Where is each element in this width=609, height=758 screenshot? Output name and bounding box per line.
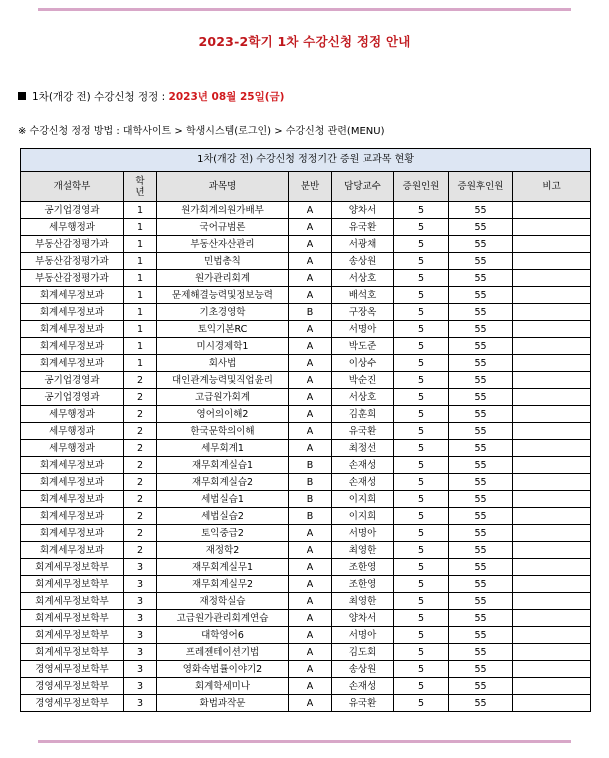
cell-department: 공기업경영과	[21, 389, 124, 406]
cell-grade: 2	[124, 389, 157, 406]
cell-section: A	[289, 525, 332, 542]
header-grade: 학년	[124, 172, 157, 202]
cell-grade: 2	[124, 372, 157, 389]
cell-course-name: 재무회계실무1	[157, 559, 289, 576]
cell-total: 55	[449, 457, 513, 474]
cell-course-name: 재무회계실무2	[157, 576, 289, 593]
cell-total: 55	[449, 338, 513, 355]
cell-total: 55	[449, 321, 513, 338]
cell-course-name: 영화속법률이야기2	[157, 661, 289, 678]
square-bullet-icon	[18, 92, 26, 100]
cell-remarks	[513, 678, 591, 695]
table-row	[21, 457, 591, 474]
cell-course-name: 고급원가관리회계연습	[157, 610, 289, 627]
cell-grade: 3	[124, 610, 157, 627]
cell-course-name: 토익중급2	[157, 525, 289, 542]
cell-remarks	[513, 389, 591, 406]
cell-section: A	[289, 270, 332, 287]
cell-course-name: 재무회계실습1	[157, 457, 289, 474]
cell-increase: 5	[394, 406, 449, 423]
cell-professor: 최정선	[332, 440, 394, 457]
cell-course-name: 고급원가회계	[157, 389, 289, 406]
cell-section: A	[289, 644, 332, 661]
header-professor: 담당교수	[332, 172, 394, 202]
cell-total: 55	[449, 661, 513, 678]
cell-grade: 2	[124, 525, 157, 542]
cell-grade: 1	[124, 236, 157, 253]
cell-total: 55	[449, 576, 513, 593]
cell-total: 55	[449, 627, 513, 644]
cell-grade: 2	[124, 474, 157, 491]
cell-remarks	[513, 304, 591, 321]
cell-increase: 5	[394, 423, 449, 440]
cell-course-name: 미시경제학1	[157, 338, 289, 355]
cell-increase: 5	[394, 440, 449, 457]
cell-department: 회계세무정보과	[21, 304, 124, 321]
cell-department: 공기업경영과	[21, 372, 124, 389]
cell-department: 세무행정과	[21, 406, 124, 423]
cell-remarks	[513, 355, 591, 372]
header-remarks: 비고	[513, 172, 591, 202]
cell-professor: 박도준	[332, 338, 394, 355]
cell-grade: 3	[124, 695, 157, 712]
bottom-divider	[38, 740, 571, 743]
cell-total: 55	[449, 474, 513, 491]
cell-grade: 1	[124, 304, 157, 321]
cell-department: 경영세무정보학부	[21, 678, 124, 695]
cell-course-name: 화법과작문	[157, 695, 289, 712]
cell-remarks	[513, 593, 591, 610]
cell-total: 55	[449, 491, 513, 508]
cell-increase: 5	[394, 576, 449, 593]
table-row	[21, 474, 591, 491]
cell-total: 55	[449, 644, 513, 661]
cell-grade: 1	[124, 287, 157, 304]
table-body	[21, 202, 591, 712]
table-row	[21, 695, 591, 712]
cell-professor: 양차서	[332, 610, 394, 627]
cell-professor: 김도회	[332, 644, 394, 661]
cell-professor: 양차서	[332, 202, 394, 219]
cell-total: 55	[449, 678, 513, 695]
cell-increase: 5	[394, 287, 449, 304]
table-row	[21, 491, 591, 508]
cell-professor: 서광채	[332, 236, 394, 253]
cell-remarks	[513, 559, 591, 576]
cell-remarks	[513, 474, 591, 491]
cell-remarks	[513, 270, 591, 287]
cell-grade: 3	[124, 678, 157, 695]
cell-professor: 서명아	[332, 321, 394, 338]
cell-department: 회계세무정보과	[21, 457, 124, 474]
cell-department: 회계세무정보과	[21, 321, 124, 338]
cell-department: 공기업경영과	[21, 202, 124, 219]
cell-grade: 2	[124, 457, 157, 474]
table-row	[21, 593, 591, 610]
cell-increase: 5	[394, 661, 449, 678]
header-total: 증원후인원	[449, 172, 513, 202]
header-section: 분반	[289, 172, 332, 202]
cell-department: 회계세무정보학부	[21, 644, 124, 661]
cell-course-name: 토익기본RC	[157, 321, 289, 338]
cell-grade: 3	[124, 559, 157, 576]
cell-professor: 이지희	[332, 508, 394, 525]
cell-department: 세무행정과	[21, 440, 124, 457]
cell-department: 부동산감정평가과	[21, 270, 124, 287]
cell-increase: 5	[394, 695, 449, 712]
cell-professor: 손재성	[332, 678, 394, 695]
cell-course-name: 민법총칙	[157, 253, 289, 270]
cell-course-name: 원가회계의원가배부	[157, 202, 289, 219]
cell-section: A	[289, 661, 332, 678]
cell-grade: 2	[124, 542, 157, 559]
cell-grade: 1	[124, 321, 157, 338]
cell-department: 회계세무정보과	[21, 508, 124, 525]
table-row	[21, 355, 591, 372]
cell-total: 55	[449, 508, 513, 525]
cell-professor: 손재성	[332, 474, 394, 491]
cell-section: A	[289, 338, 332, 355]
cell-section: B	[289, 508, 332, 525]
cell-increase: 5	[394, 644, 449, 661]
cell-grade: 3	[124, 593, 157, 610]
table-row	[21, 423, 591, 440]
cell-section: B	[289, 304, 332, 321]
schedule-line	[18, 89, 284, 104]
cell-section: A	[289, 389, 332, 406]
cell-department: 부동산감정평가과	[21, 253, 124, 270]
cell-increase: 5	[394, 525, 449, 542]
cell-section: A	[289, 287, 332, 304]
table-row	[21, 389, 591, 406]
cell-total: 55	[449, 355, 513, 372]
cell-section: A	[289, 372, 332, 389]
cell-grade: 2	[124, 508, 157, 525]
cell-total: 55	[449, 219, 513, 236]
cell-total: 55	[449, 270, 513, 287]
cell-section: A	[289, 406, 332, 423]
cell-remarks	[513, 644, 591, 661]
cell-increase: 5	[394, 236, 449, 253]
top-divider	[38, 8, 571, 11]
cell-section: A	[289, 593, 332, 610]
cell-grade: 2	[124, 440, 157, 457]
cell-increase: 5	[394, 610, 449, 627]
cell-section: A	[289, 423, 332, 440]
cell-increase: 5	[394, 474, 449, 491]
cell-department: 회계세무정보과	[21, 338, 124, 355]
cell-course-name: 재무회계실습2	[157, 474, 289, 491]
table-row	[21, 253, 591, 270]
cell-course-name: 재정학실습	[157, 593, 289, 610]
cell-department: 회계세무정보학부	[21, 593, 124, 610]
table-row	[21, 321, 591, 338]
cell-course-name: 부동산자산관리	[157, 236, 289, 253]
cell-remarks	[513, 423, 591, 440]
cell-total: 55	[449, 287, 513, 304]
cell-course-name: 국어규범론	[157, 219, 289, 236]
cell-grade: 1	[124, 253, 157, 270]
cell-section: A	[289, 559, 332, 576]
table-row	[21, 372, 591, 389]
cell-remarks	[513, 406, 591, 423]
cell-course-name: 문제해결능력및정보능력	[157, 287, 289, 304]
cell-remarks	[513, 202, 591, 219]
cell-increase: 5	[394, 678, 449, 695]
cell-grade: 1	[124, 270, 157, 287]
cell-increase: 5	[394, 457, 449, 474]
cell-remarks	[513, 508, 591, 525]
cell-course-name: 프레젠테이션기법	[157, 644, 289, 661]
cell-increase: 5	[394, 372, 449, 389]
cell-increase: 5	[394, 202, 449, 219]
cell-course-name: 세법실습1	[157, 491, 289, 508]
cell-total: 55	[449, 372, 513, 389]
cell-total: 55	[449, 304, 513, 321]
cell-course-name: 원가관리회계	[157, 270, 289, 287]
cell-department: 회계세무정보학부	[21, 559, 124, 576]
cell-grade: 3	[124, 644, 157, 661]
cell-total: 55	[449, 389, 513, 406]
cell-remarks	[513, 287, 591, 304]
table-row	[21, 219, 591, 236]
cell-section: A	[289, 236, 332, 253]
cell-department: 세무행정과	[21, 219, 124, 236]
cell-total: 55	[449, 440, 513, 457]
cell-section: B	[289, 491, 332, 508]
table-row	[21, 270, 591, 287]
cell-remarks	[513, 525, 591, 542]
cell-department: 세무행정과	[21, 423, 124, 440]
cell-section: B	[289, 474, 332, 491]
course-table	[20, 148, 591, 712]
cell-professor: 서상호	[332, 389, 394, 406]
cell-professor: 서명아	[332, 627, 394, 644]
table-row	[21, 627, 591, 644]
table-row	[21, 542, 591, 559]
cell-increase: 5	[394, 542, 449, 559]
schedule-label: 1차(개강 전) 수강신청 정정 :	[32, 91, 169, 103]
cell-course-name: 영어의이해2	[157, 406, 289, 423]
cell-department: 회계세무정보과	[21, 542, 124, 559]
cell-professor: 구장옥	[332, 304, 394, 321]
cell-department: 회계세무정보과	[21, 474, 124, 491]
cell-grade: 3	[124, 576, 157, 593]
cell-course-name: 회사법	[157, 355, 289, 372]
cell-professor: 유국환	[332, 219, 394, 236]
cell-grade: 3	[124, 661, 157, 678]
cell-grade: 3	[124, 627, 157, 644]
table-row	[21, 202, 591, 219]
cell-grade: 2	[124, 406, 157, 423]
cell-professor: 손재성	[332, 457, 394, 474]
cell-section: A	[289, 678, 332, 695]
cell-remarks	[513, 695, 591, 712]
cell-course-name: 기초경영학	[157, 304, 289, 321]
cell-increase: 5	[394, 338, 449, 355]
cell-increase: 5	[394, 304, 449, 321]
cell-remarks	[513, 219, 591, 236]
cell-course-name: 회계학세미나	[157, 678, 289, 695]
cell-total: 55	[449, 542, 513, 559]
cell-total: 55	[449, 559, 513, 576]
cell-department: 회계세무정보과	[21, 491, 124, 508]
cell-total: 55	[449, 202, 513, 219]
cell-remarks	[513, 253, 591, 270]
page-title: 2023-2학기 1차 수강신청 정정 안내	[198, 34, 411, 49]
cell-professor: 송상원	[332, 661, 394, 678]
cell-section: A	[289, 202, 332, 219]
cell-total: 55	[449, 406, 513, 423]
table-row	[21, 338, 591, 355]
cell-course-name: 대학영어6	[157, 627, 289, 644]
cell-professor: 서명아	[332, 525, 394, 542]
table-row	[21, 440, 591, 457]
cell-department: 부동산감정평가과	[21, 236, 124, 253]
cell-grade: 1	[124, 219, 157, 236]
cell-increase: 5	[394, 508, 449, 525]
table-caption: 1차(개강 전) 수강신청 정정기간 증원 교과목 현황	[21, 149, 591, 172]
cell-professor: 최영한	[332, 542, 394, 559]
cell-professor: 박순진	[332, 372, 394, 389]
cell-remarks	[513, 457, 591, 474]
cell-section: A	[289, 321, 332, 338]
table-row	[21, 576, 591, 593]
cell-increase: 5	[394, 321, 449, 338]
cell-department: 경영세무정보학부	[21, 695, 124, 712]
cell-section: A	[289, 440, 332, 457]
cell-increase: 5	[394, 219, 449, 236]
table-row	[21, 678, 591, 695]
cell-professor: 유국환	[332, 695, 394, 712]
cell-department: 회계세무정보과	[21, 525, 124, 542]
cell-total: 55	[449, 253, 513, 270]
cell-remarks	[513, 321, 591, 338]
cell-total: 55	[449, 423, 513, 440]
cell-remarks	[513, 576, 591, 593]
cell-section: B	[289, 457, 332, 474]
cell-professor: 유국환	[332, 423, 394, 440]
cell-remarks	[513, 440, 591, 457]
cell-professor: 배석호	[332, 287, 394, 304]
cell-section: A	[289, 542, 332, 559]
cell-remarks	[513, 338, 591, 355]
cell-increase: 5	[394, 270, 449, 287]
table-row	[21, 610, 591, 627]
method-line: ※ 수강신청 정정 방법 : 대학사이트 > 학생시스템(로그인) > 수강신청 관련(MENU)	[18, 126, 385, 137]
cell-remarks	[513, 491, 591, 508]
cell-course-name: 세무회계1	[157, 440, 289, 457]
schedule-date: 2023년 08월 25일(금)	[168, 91, 285, 103]
cell-section: A	[289, 695, 332, 712]
cell-course-name: 재정학2	[157, 542, 289, 559]
cell-section: A	[289, 253, 332, 270]
cell-remarks	[513, 236, 591, 253]
cell-remarks	[513, 627, 591, 644]
cell-increase: 5	[394, 559, 449, 576]
cell-section: A	[289, 610, 332, 627]
table-row	[21, 525, 591, 542]
table-row	[21, 287, 591, 304]
cell-total: 55	[449, 610, 513, 627]
cell-professor: 이상수	[332, 355, 394, 372]
cell-increase: 5	[394, 627, 449, 644]
cell-remarks	[513, 610, 591, 627]
cell-grade: 1	[124, 355, 157, 372]
cell-increase: 5	[394, 253, 449, 270]
cell-department: 회계세무정보학부	[21, 627, 124, 644]
table-row	[21, 508, 591, 525]
cell-section: A	[289, 355, 332, 372]
cell-professor: 최영한	[332, 593, 394, 610]
cell-professor: 김훈희	[332, 406, 394, 423]
table-row	[21, 644, 591, 661]
cell-professor: 이지희	[332, 491, 394, 508]
header-course-name: 과목명	[157, 172, 289, 202]
cell-professor: 송상원	[332, 253, 394, 270]
cell-department: 회계세무정보학부	[21, 576, 124, 593]
cell-grade: 1	[124, 338, 157, 355]
table-header-row	[21, 172, 591, 202]
table-row	[21, 304, 591, 321]
cell-remarks	[513, 372, 591, 389]
cell-department: 회계세무정보과	[21, 355, 124, 372]
cell-total: 55	[449, 525, 513, 542]
table-row	[21, 236, 591, 253]
table-row	[21, 661, 591, 678]
cell-total: 55	[449, 695, 513, 712]
cell-total: 55	[449, 593, 513, 610]
table-row	[21, 406, 591, 423]
cell-course-name: 대인관계능력및직업윤리	[157, 372, 289, 389]
cell-remarks	[513, 542, 591, 559]
header-increase: 증원인원	[394, 172, 449, 202]
cell-course-name: 세법실습2	[157, 508, 289, 525]
cell-remarks	[513, 661, 591, 678]
cell-professor: 조한영	[332, 559, 394, 576]
cell-section: A	[289, 219, 332, 236]
cell-grade: 2	[124, 423, 157, 440]
cell-department: 경영세무정보학부	[21, 661, 124, 678]
cell-section: A	[289, 627, 332, 644]
cell-professor: 서상호	[332, 270, 394, 287]
cell-increase: 5	[394, 389, 449, 406]
cell-grade: 1	[124, 202, 157, 219]
cell-increase: 5	[394, 593, 449, 610]
header-department: 개설학부	[21, 172, 124, 202]
cell-department: 회계세무정보과	[21, 287, 124, 304]
cell-professor: 조한영	[332, 576, 394, 593]
cell-increase: 5	[394, 355, 449, 372]
cell-section: A	[289, 576, 332, 593]
table-row	[21, 559, 591, 576]
cell-increase: 5	[394, 491, 449, 508]
cell-total: 55	[449, 236, 513, 253]
cell-grade: 2	[124, 491, 157, 508]
cell-department: 회계세무정보학부	[21, 610, 124, 627]
cell-course-name: 한국문학의이해	[157, 423, 289, 440]
